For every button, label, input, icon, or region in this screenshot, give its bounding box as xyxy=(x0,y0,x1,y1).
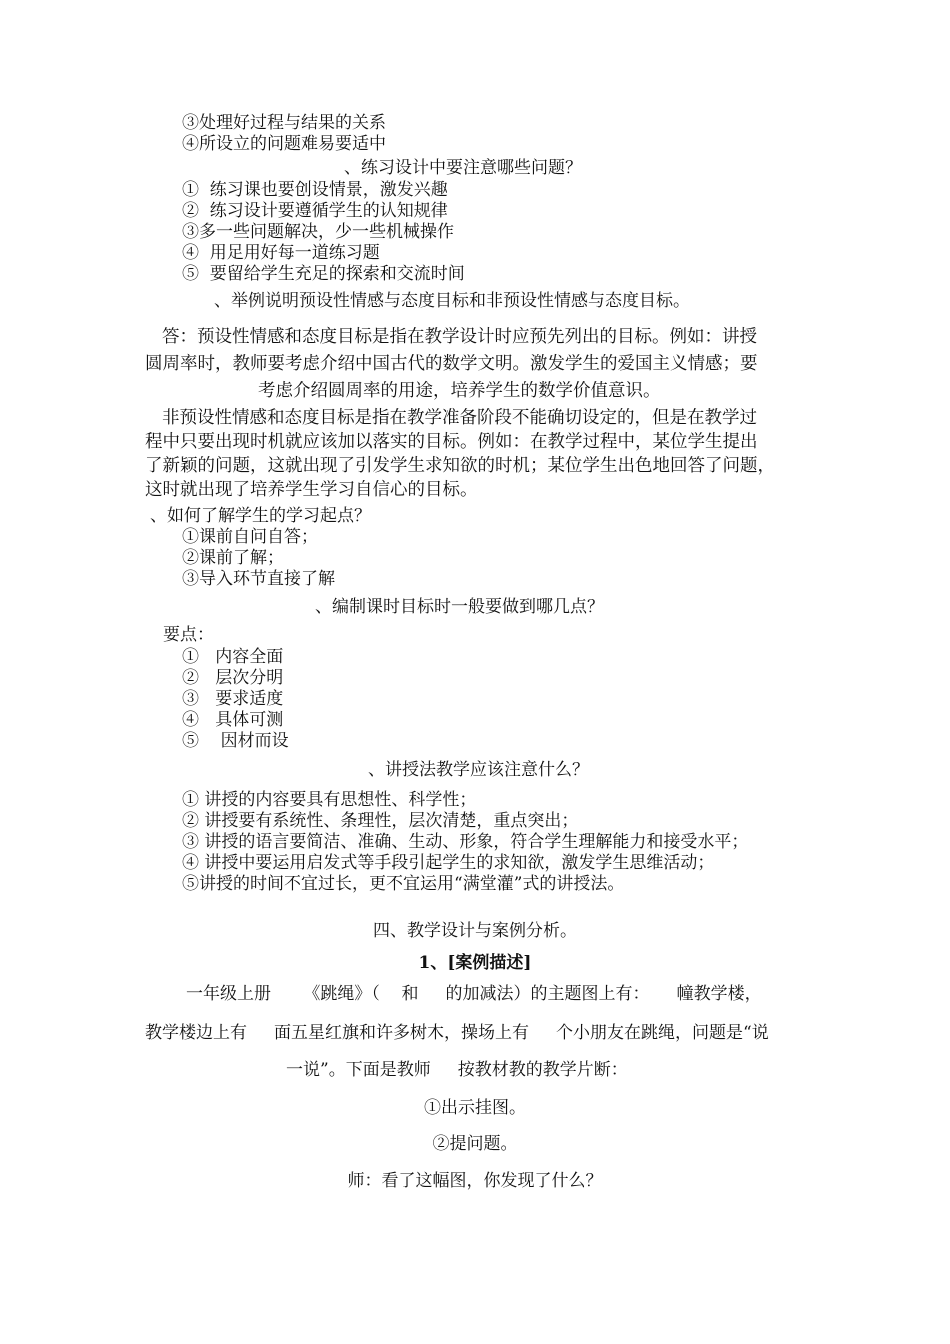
section-heading: 、举例说明预设性情感与态度目标和非预设性情感与态度目标。 xyxy=(214,291,690,311)
list-item: ② 练习设计要遵循学生的认知规律 xyxy=(182,201,448,221)
list-item: ④ 具体可测 xyxy=(182,710,284,730)
list-item: ① 讲授的内容要具有思想性、科学性； xyxy=(182,790,477,810)
list-item: ⑤讲授的时间不宜过长，更不宜运用“满堂灌”式的讲授法。 xyxy=(182,874,625,894)
case-line: 教学楼边上有 面五星红旗和许多树木，操场上有 个小朋友在跳绳，问题是“说 xyxy=(145,1023,769,1043)
list-item: ② 层次分明 xyxy=(182,668,284,688)
list-item: ① 练习课也要创设情景，激发兴趣 xyxy=(182,180,448,200)
list-item: ② 讲授要有系统性、条理性，层次清楚，重点突出； xyxy=(182,811,579,831)
section-heading: 、编制课时目标时一般要做到哪几点？ xyxy=(315,597,604,617)
list-item: ⑤ 要留给学生充足的探索和交流时间 xyxy=(182,264,465,284)
case-heading: 1、[案例描述] xyxy=(418,953,532,973)
answer-line: 圆周率时，教师要考虑介绍中国古代的数学文明。激发学生的爱国主义情感；要 xyxy=(145,354,758,374)
list-item: ④ 用足用好每一道练习题 xyxy=(182,243,380,263)
answer-line: 答：预设性情感和态度目标是指在教学设计时应预先列出的目标。例如：讲授 xyxy=(162,327,757,347)
list-item: ④所设立的问题难易要适中 xyxy=(182,134,386,154)
list-item: ⑤ 因材而设 xyxy=(182,731,289,751)
list-item: ③导入环节直接了解 xyxy=(182,569,335,589)
section-heading: 、练习设计中要注意哪些问题？ xyxy=(344,158,582,178)
case-step: ②提问题。 xyxy=(432,1134,518,1154)
list-item: ③处理好过程与结果的关系 xyxy=(182,113,386,133)
list-item: ③ 要求适度 xyxy=(182,689,284,709)
section-heading: 、如何了解学生的学习起点？ xyxy=(150,506,371,526)
case-line: 一说”。下面是教师 按教材教的教学片断： xyxy=(286,1060,628,1080)
answer-line: 程中只要出现时机就应该加以落实的目标。例如：在教学过程中，某位学生提出 xyxy=(145,432,758,452)
list-item: ④ 讲授中要运用启发式等手段引起学生的求知欲，激发学生思维活动； xyxy=(182,853,715,873)
label: 要点： xyxy=(163,625,214,645)
answer-line: 非预设性情感和态度目标是指在教学准备阶段不能确切设定的，但是在教学过 xyxy=(162,408,757,428)
section-title: 四、教学设计与案例分析。 xyxy=(373,921,577,941)
list-item: ③多一些问题解决，少一些机械操作 xyxy=(182,222,454,242)
case-dialogue: 师：看了这幅图，你发现了什么？ xyxy=(347,1171,603,1191)
list-item: ③ 讲授的语言要简洁、准确、生动、形象，符合学生理解能力和接受水平； xyxy=(182,832,749,852)
case-step: ①出示挂图。 xyxy=(424,1098,526,1118)
list-item: ②课前了解； xyxy=(182,548,284,568)
list-item: ① 内容全面 xyxy=(182,647,284,667)
answer-line: 考虑介绍圆周率的用途，培养学生的数学价值意识。 xyxy=(258,381,661,401)
case-line: 一年级上册 《跳绳》（ 和 的加减法）的主题图上有： 幢教学楼， xyxy=(186,984,762,1004)
section-heading: 、讲授法教学应该注意什么？ xyxy=(368,760,589,780)
answer-line: 了新颖的问题，这就出现了引发学生求知欲的时机；某位学生出色地回答了问题， xyxy=(145,456,775,476)
list-item: ①课前自问自答； xyxy=(182,527,318,547)
answer-line: 这时就出现了培养学生学习自信心的目标。 xyxy=(145,480,478,500)
